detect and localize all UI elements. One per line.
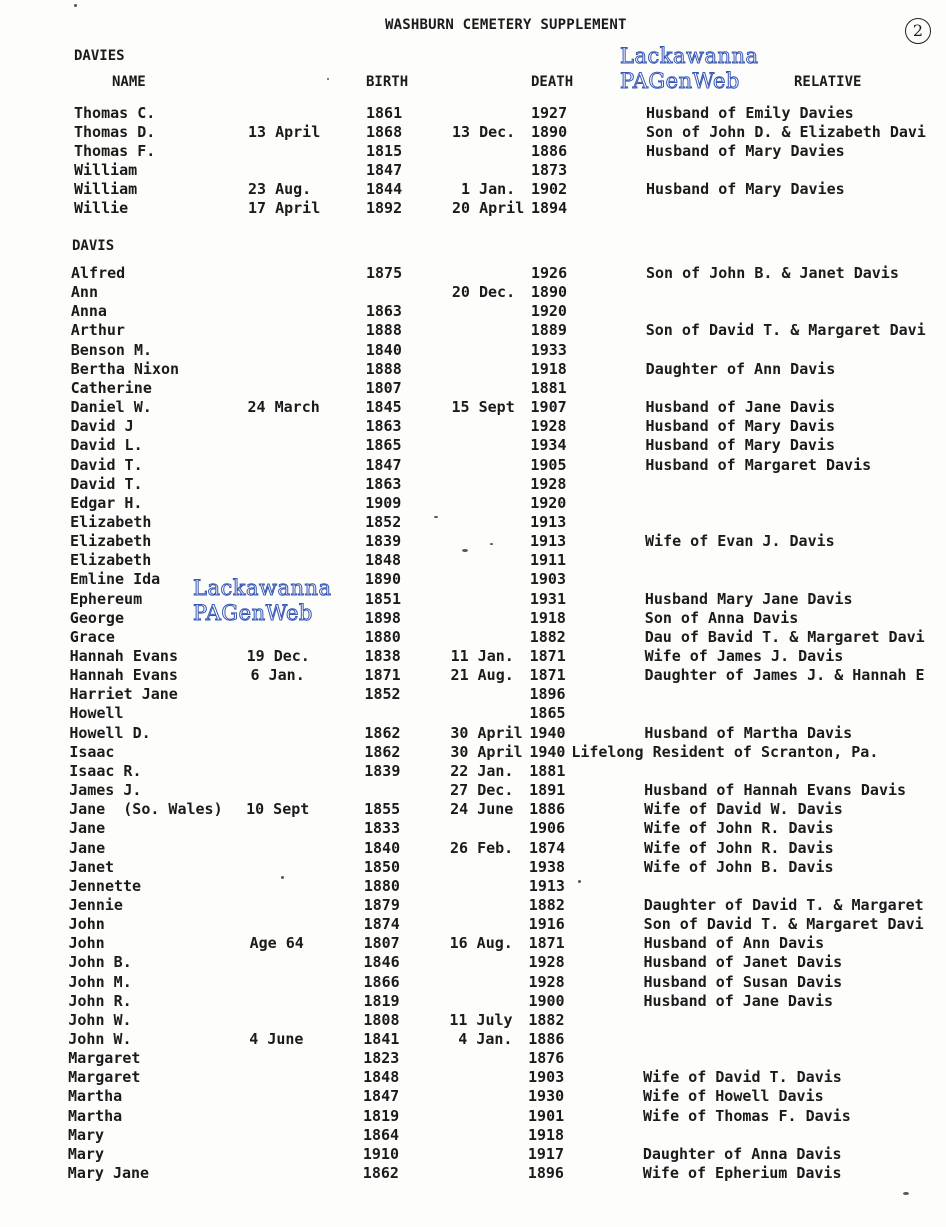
cell-name: John R. xyxy=(68,991,132,1010)
cell-death-year: 1934 xyxy=(530,436,567,455)
table-row xyxy=(0,647,946,666)
cell-death-year: 1874 xyxy=(529,838,566,857)
cell-birth-day: 17 April xyxy=(248,198,321,217)
table-row xyxy=(0,341,946,360)
cell-name: Edgar H. xyxy=(70,493,143,512)
column-header-name: NAME xyxy=(112,74,146,90)
cell-death-year: 1913 xyxy=(530,532,567,551)
cell-death-year: 1882 xyxy=(528,1010,565,1029)
table-row xyxy=(0,436,946,455)
cell-birth-year: 1888 xyxy=(365,359,402,378)
cell-relative: Husband of Mary Davis xyxy=(645,417,836,436)
table-row xyxy=(0,724,946,743)
cell-birth-year: 1847 xyxy=(365,455,402,474)
cell-death-year: 1913 xyxy=(530,512,567,531)
cell-relative: Wife of Evan J. Davis xyxy=(645,532,835,551)
cell-birth-year: 1864 xyxy=(362,1125,400,1144)
cell-relative: Wife of David T. Davis xyxy=(643,1068,842,1087)
cell-name: Benson M. xyxy=(70,340,153,359)
cell-death-year: 1871 xyxy=(529,647,566,665)
cell-relative: Husband of Emily Davies xyxy=(646,104,854,122)
cell-birth-year: 1851 xyxy=(364,589,401,608)
column-header-birth: BIRTH xyxy=(366,74,409,90)
cell-death-year: 1928 xyxy=(530,417,567,436)
cell-death-year: 1891 xyxy=(529,781,566,800)
cell-name: Harriet Jane xyxy=(69,685,178,704)
cell-name: Catherine xyxy=(70,378,152,397)
cell-name: Ephereum xyxy=(69,589,143,608)
cell-name: Jane xyxy=(69,838,106,857)
page-number: 2 xyxy=(905,18,931,44)
cell-name: David T. xyxy=(70,455,143,474)
cell-relative: Husband of Susan Davis xyxy=(643,972,843,991)
cell-death-day: 11 July xyxy=(449,1010,513,1029)
cell-death-day: 4 Jan. xyxy=(458,1030,513,1048)
cell-death-year: 1940 xyxy=(529,742,566,761)
cell-death-year: 1871 xyxy=(528,934,565,953)
cell-relative: Wife of John R. Davis xyxy=(644,819,834,838)
cell-death-year: 1905 xyxy=(530,455,567,474)
cell-death-year: 1882 xyxy=(529,627,566,646)
cell-birth-year: 1847 xyxy=(363,1087,400,1106)
cell-birth-year: 1861 xyxy=(366,104,403,122)
cell-birth-day: 6 Jan. xyxy=(250,666,305,685)
ink-speck xyxy=(434,516,438,518)
table-row xyxy=(0,1087,946,1106)
cell-name: Janet xyxy=(68,857,115,876)
cell-birth-year: 1819 xyxy=(363,991,400,1010)
cell-relative: Husband of Hannah Evans Davis xyxy=(644,781,907,800)
watermark-line-1: Lackawanna xyxy=(620,44,759,68)
table-row xyxy=(0,704,946,723)
cell-name: Elizabeth xyxy=(70,512,152,531)
table-row xyxy=(0,781,946,800)
cell-relative: Husband of Martha Davis xyxy=(644,723,853,742)
cell-name: Hannah Evans xyxy=(69,666,178,685)
cell-death-year: 1873 xyxy=(531,160,568,179)
cell-relative: Husband of Mary Davis xyxy=(645,436,836,455)
cell-relative: Daughter of James J. & Hannah E xyxy=(644,666,925,685)
cell-relative: Husband of Mary Davies xyxy=(646,179,845,198)
cell-birth-year: 1840 xyxy=(365,340,402,359)
cell-birth-year: 1846 xyxy=(363,953,400,972)
ink-speck xyxy=(462,549,468,552)
table-row xyxy=(0,992,946,1011)
cell-relative: Son of Anna Davis xyxy=(644,608,799,627)
cell-name: Martha xyxy=(68,1087,123,1106)
cell-name: Martha xyxy=(68,1106,123,1125)
cell-name: Jennette xyxy=(68,876,142,895)
cell-name: George xyxy=(69,608,124,627)
cell-death-year: 1871 xyxy=(529,666,566,685)
cell-death-year: 1886 xyxy=(528,1030,565,1048)
cell-relative: Daughter of Ann Davis xyxy=(645,359,836,378)
cell-relative: Wife of Howell Davis xyxy=(643,1087,824,1106)
cell-death-year: 1903 xyxy=(529,570,566,589)
cell-name: Howell D. xyxy=(69,723,151,742)
cell-death-year: 1894 xyxy=(531,198,568,217)
cell-death-year: 1886 xyxy=(531,141,568,160)
cell-death-day: 27 Dec. xyxy=(450,781,514,800)
cell-death-year: 1926 xyxy=(531,264,568,282)
cell-birth-year: 1848 xyxy=(364,551,402,570)
cell-relative: Husband of Jane Davis xyxy=(643,991,834,1010)
table-row xyxy=(0,398,946,417)
cell-birth-year: 1910 xyxy=(362,1144,399,1163)
cell-birth-year: 1868 xyxy=(366,122,403,141)
cell-death-year: 1940 xyxy=(529,723,566,742)
cell-birth-year: 1862 xyxy=(362,1164,399,1183)
cell-name: William xyxy=(74,160,138,179)
cell-birth-year: 1839 xyxy=(365,532,402,551)
cell-relative: Husband of Ann Davis xyxy=(643,934,825,953)
ink-speck xyxy=(903,1192,909,1195)
cell-relative: Wife of David W. Davis xyxy=(644,800,843,819)
cell-relative: Husband Mary Jane Davis xyxy=(644,589,853,608)
cell-name: Daniel W. xyxy=(70,398,152,417)
cell-relative: Husband of Mary Davies xyxy=(646,141,845,160)
cell-name: Jane xyxy=(69,819,106,838)
table-row xyxy=(0,666,946,685)
table-row xyxy=(0,199,946,218)
ink-speck xyxy=(578,880,581,883)
cell-death-year: 1916 xyxy=(528,915,565,934)
cell-birth-year: 1865 xyxy=(365,436,402,455)
cell-name: David T. xyxy=(70,474,143,493)
cell-birth-year: 1833 xyxy=(364,819,401,838)
cell-death-year: 1900 xyxy=(528,991,565,1010)
page-title: WASHBURN CEMETERY SUPPLEMENT xyxy=(385,17,627,33)
table-row xyxy=(0,896,946,915)
cell-death-day: 20 April xyxy=(452,198,525,217)
cell-name: Elizabeth xyxy=(70,532,152,551)
cell-name: David J xyxy=(70,417,134,436)
cell-death-year: 1930 xyxy=(528,1087,565,1106)
table-row xyxy=(0,1145,946,1164)
cell-name: Isaac R. xyxy=(69,761,142,780)
table-row xyxy=(0,1107,946,1126)
table-row xyxy=(0,264,946,283)
table-row xyxy=(0,180,946,199)
cell-birth-year: 1839 xyxy=(364,761,401,780)
cell-name: James J. xyxy=(69,781,142,800)
cell-name: John W. xyxy=(68,1010,132,1029)
cell-relative: Son of David T. & Margaret Davi xyxy=(643,915,924,934)
cell-relative: Son of David T. & Margaret Davi xyxy=(645,321,926,340)
section-heading-davies: DAVIES xyxy=(74,48,125,64)
table-row xyxy=(0,1164,946,1183)
cell-birth-year: 1909 xyxy=(365,493,402,512)
cell-relative: Wife of James J. Davis xyxy=(644,647,844,665)
cell-death-day: 30 April xyxy=(450,723,523,742)
cell-birth-year: 1866 xyxy=(363,972,400,991)
table-row xyxy=(0,762,946,781)
cell-birth-year: 1841 xyxy=(363,1030,400,1048)
table-row xyxy=(0,973,946,992)
cell-name: Thomas C. xyxy=(74,104,156,122)
cell-death-year: 1865 xyxy=(529,704,566,723)
table-row xyxy=(0,915,946,934)
table-row xyxy=(0,628,946,647)
cell-name: Anna xyxy=(70,302,107,321)
cell-birth-year: 1808 xyxy=(363,1010,400,1029)
table-row xyxy=(0,123,946,142)
cell-birth-year: 1871 xyxy=(364,666,401,685)
cell-birth-year: 1898 xyxy=(364,608,401,627)
cell-birth-year: 1888 xyxy=(365,321,402,340)
cell-birth-year: 1848 xyxy=(363,1068,400,1087)
table-row xyxy=(0,360,946,379)
table-row xyxy=(0,953,946,972)
cell-name: John B. xyxy=(68,953,132,972)
watermark-line-2: PAGenWeb xyxy=(193,601,313,625)
cell-relative: Wife of John R. Davis xyxy=(644,838,834,857)
cell-relative: Wife of John B. Davis xyxy=(643,857,834,876)
cell-birth-year: 1879 xyxy=(363,895,400,914)
cell-death-year: 1876 xyxy=(528,1049,565,1068)
cell-death-day: 22 Jan. xyxy=(450,761,514,780)
cell-death-year: 1903 xyxy=(528,1068,565,1087)
cell-death-year: 1890 xyxy=(531,122,568,141)
cell-birth-year: 1863 xyxy=(365,417,402,436)
table-row xyxy=(0,513,946,532)
table-row xyxy=(0,1030,946,1049)
cell-birth-year: 1807 xyxy=(363,934,400,953)
table-row xyxy=(0,685,946,704)
table-row xyxy=(0,934,946,953)
cell-death-day: 13 Dec. xyxy=(452,122,516,141)
ink-speck xyxy=(281,876,284,879)
cell-birth-year: 1852 xyxy=(364,685,401,704)
cell-death-day: 11 Jan. xyxy=(450,647,514,665)
cell-name: John M. xyxy=(68,972,132,991)
cell-death-day: 24 June xyxy=(450,800,514,819)
cell-birth-year: 1850 xyxy=(363,857,401,876)
cell-name: Grace xyxy=(69,627,115,646)
cell-birth-year: 1815 xyxy=(366,141,403,160)
cell-birth-year: 1852 xyxy=(365,512,402,531)
cell-name: Jane (So. Wales) xyxy=(69,800,223,819)
cell-death-day: 26 Feb. xyxy=(450,838,514,857)
cell-relative: Wife of Thomas F. Davis xyxy=(643,1106,851,1125)
cell-death-year: 1901 xyxy=(528,1106,565,1125)
table-row xyxy=(0,819,946,838)
cell-birth-day: 13 April xyxy=(248,122,321,141)
cell-name: Emline Ida xyxy=(69,570,161,589)
cell-death-year: 1890 xyxy=(530,283,568,302)
cell-relative: Daughter of David T. & Margaret xyxy=(643,895,924,914)
cell-name: Willie xyxy=(74,198,129,217)
column-header-death: DEATH xyxy=(531,74,574,90)
table-row xyxy=(0,743,946,762)
table-row xyxy=(0,590,946,609)
cell-name: Margaret xyxy=(68,1049,141,1068)
cell-death-year: 1913 xyxy=(528,876,565,895)
ink-speck xyxy=(74,4,77,7)
cell-death-year: 1928 xyxy=(528,972,565,991)
cell-birth-day: 23 Aug. xyxy=(248,179,312,198)
ink-speck xyxy=(327,78,329,80)
cell-birth-year: 1862 xyxy=(364,742,401,761)
cell-death-day: 16 Aug. xyxy=(449,934,513,953)
cell-death-year: 1931 xyxy=(529,589,566,608)
table-row xyxy=(0,161,946,180)
cell-death-year: 1906 xyxy=(529,819,566,838)
cell-name: Ann xyxy=(70,283,98,302)
cell-birth-day: 4 June xyxy=(249,1030,304,1048)
cell-birth-year: 1890 xyxy=(364,570,401,589)
table-row xyxy=(0,1049,946,1068)
cell-relative: Dau of Bavid T. & Margaret Davi xyxy=(644,627,925,646)
cell-death-year: 1920 xyxy=(530,302,567,321)
cell-name: William xyxy=(74,179,138,198)
table-row xyxy=(0,104,946,123)
cell-name: Jennie xyxy=(68,895,123,914)
cell-death-year: 1918 xyxy=(529,608,566,627)
table-row xyxy=(0,877,946,896)
table-row xyxy=(0,839,946,858)
cell-name: Alfred xyxy=(71,264,126,282)
cell-name: Mary Jane xyxy=(67,1164,150,1183)
cell-name: Mary xyxy=(67,1144,104,1163)
cell-death-year: 1896 xyxy=(527,1164,564,1183)
cell-name: Mary xyxy=(67,1125,105,1144)
cell-death-year: 1928 xyxy=(530,474,567,493)
cell-relative: Husband of Jane Davis xyxy=(645,398,836,417)
cell-birth-year: 1819 xyxy=(363,1106,400,1125)
cell-death-day: 1 Jan. xyxy=(461,179,516,198)
table-row xyxy=(0,1126,946,1145)
table-row xyxy=(0,532,946,551)
cell-name: Bertha Nixon xyxy=(70,359,180,378)
cell-death-year: 1938 xyxy=(528,857,566,876)
table-row xyxy=(0,302,946,321)
cell-birth-year: 1880 xyxy=(363,876,400,895)
cell-birth-day: 10 Sept xyxy=(246,800,310,819)
cell-death-year: 1889 xyxy=(530,321,567,340)
cell-name: Hannah Evans xyxy=(69,647,178,665)
cell-relative: Daughter of Anna Davis xyxy=(642,1144,842,1163)
cell-birth-day: 19 Dec. xyxy=(246,647,310,665)
cell-death-year: 1902 xyxy=(531,179,568,198)
watermark-line-2: PAGenWeb xyxy=(620,69,740,93)
section-heading-davis: DAVIS xyxy=(72,238,115,254)
cell-death-year: 1933 xyxy=(530,340,567,359)
table-row xyxy=(0,321,946,340)
table-row xyxy=(0,551,946,570)
cell-name: Thomas D. xyxy=(74,122,156,141)
cell-death-day: 15 Sept xyxy=(451,398,515,417)
cell-birth-year: 1874 xyxy=(363,915,400,934)
cell-name: John xyxy=(68,934,105,953)
cell-birth-year: 1840 xyxy=(364,838,401,857)
cell-birth-day: 24 March xyxy=(247,398,320,417)
cell-birth-year: 1823 xyxy=(363,1049,400,1068)
table-row xyxy=(0,142,946,161)
table-row xyxy=(0,800,946,819)
cell-death-year: 1927 xyxy=(531,104,568,122)
table-row xyxy=(0,609,946,628)
table-row xyxy=(0,417,946,436)
cell-name: John xyxy=(68,915,105,934)
table-row xyxy=(0,1011,946,1030)
cell-name: Thomas F. xyxy=(74,141,156,160)
cell-birth-year: 1863 xyxy=(365,474,402,493)
cell-death-year: 1918 xyxy=(527,1125,565,1144)
cell-birth-year: 1855 xyxy=(364,800,401,819)
cell-birth-year: 1838 xyxy=(364,647,401,665)
watermark-line-1: Lackawanna xyxy=(193,576,332,600)
cell-death-day: 21 Aug. xyxy=(450,666,514,685)
cell-relative: Wife of Epherium Davis xyxy=(642,1164,842,1183)
cell-relative: Lifelong Resident of Scranton, Pa. xyxy=(571,742,879,761)
table-row xyxy=(0,1068,946,1087)
cell-name: Margaret xyxy=(68,1068,141,1087)
cell-birth-year: 1844 xyxy=(366,179,403,198)
cell-death-year: 1928 xyxy=(528,953,565,972)
cell-death-year: 1920 xyxy=(530,493,567,512)
ink-speck xyxy=(490,543,493,545)
cell-death-year: 1881 xyxy=(529,761,566,780)
cell-relative: Husband of Janet Davis xyxy=(643,953,843,972)
cell-relative: Son of John B. & Janet Davis xyxy=(646,264,899,282)
cell-name: Howell xyxy=(69,704,124,723)
cell-death-year: 1918 xyxy=(530,359,567,378)
cell-death-year: 1917 xyxy=(527,1144,564,1163)
cell-death-year: 1911 xyxy=(529,551,567,570)
cell-relative: Son of John D. & Elizabeth Davi xyxy=(646,122,926,141)
cell-death-year: 1896 xyxy=(529,685,566,704)
cell-birth-year: 1892 xyxy=(366,198,403,217)
table-row xyxy=(0,475,946,494)
cell-birth-year: 1880 xyxy=(364,627,401,646)
cell-death-day: 30 April xyxy=(450,742,523,761)
cell-birth-year: 1847 xyxy=(366,160,403,179)
cell-birth-year: 1807 xyxy=(365,378,402,397)
cell-death-year: 1882 xyxy=(528,895,565,914)
cell-death-year: 1907 xyxy=(530,398,567,417)
table-row xyxy=(0,283,946,302)
cell-birth-year: 1845 xyxy=(365,398,402,417)
cell-birth-year: 1862 xyxy=(364,723,401,742)
cell-name: Arthur xyxy=(70,321,125,340)
table-row xyxy=(0,379,946,398)
table-row xyxy=(0,456,946,475)
cell-birth-year: 1875 xyxy=(366,264,403,282)
cell-relative: Husband of Margaret Davis xyxy=(645,455,872,474)
cell-name: John W. xyxy=(68,1030,132,1048)
column-header-relative: RELATIVE xyxy=(794,74,862,90)
cell-name: Isaac xyxy=(69,742,115,761)
cell-death-year: 1886 xyxy=(529,800,566,819)
cell-death-day: 20 Dec. xyxy=(451,283,516,302)
cell-death-year: 1881 xyxy=(530,378,567,397)
cell-birth-year: 1863 xyxy=(365,302,402,321)
table-row xyxy=(0,858,946,877)
table-row xyxy=(0,494,946,513)
cell-birth-day: Age 64 xyxy=(249,934,304,953)
cell-name: Elizabeth xyxy=(69,551,152,570)
cell-name: David L. xyxy=(70,436,143,455)
table-row xyxy=(0,570,946,589)
